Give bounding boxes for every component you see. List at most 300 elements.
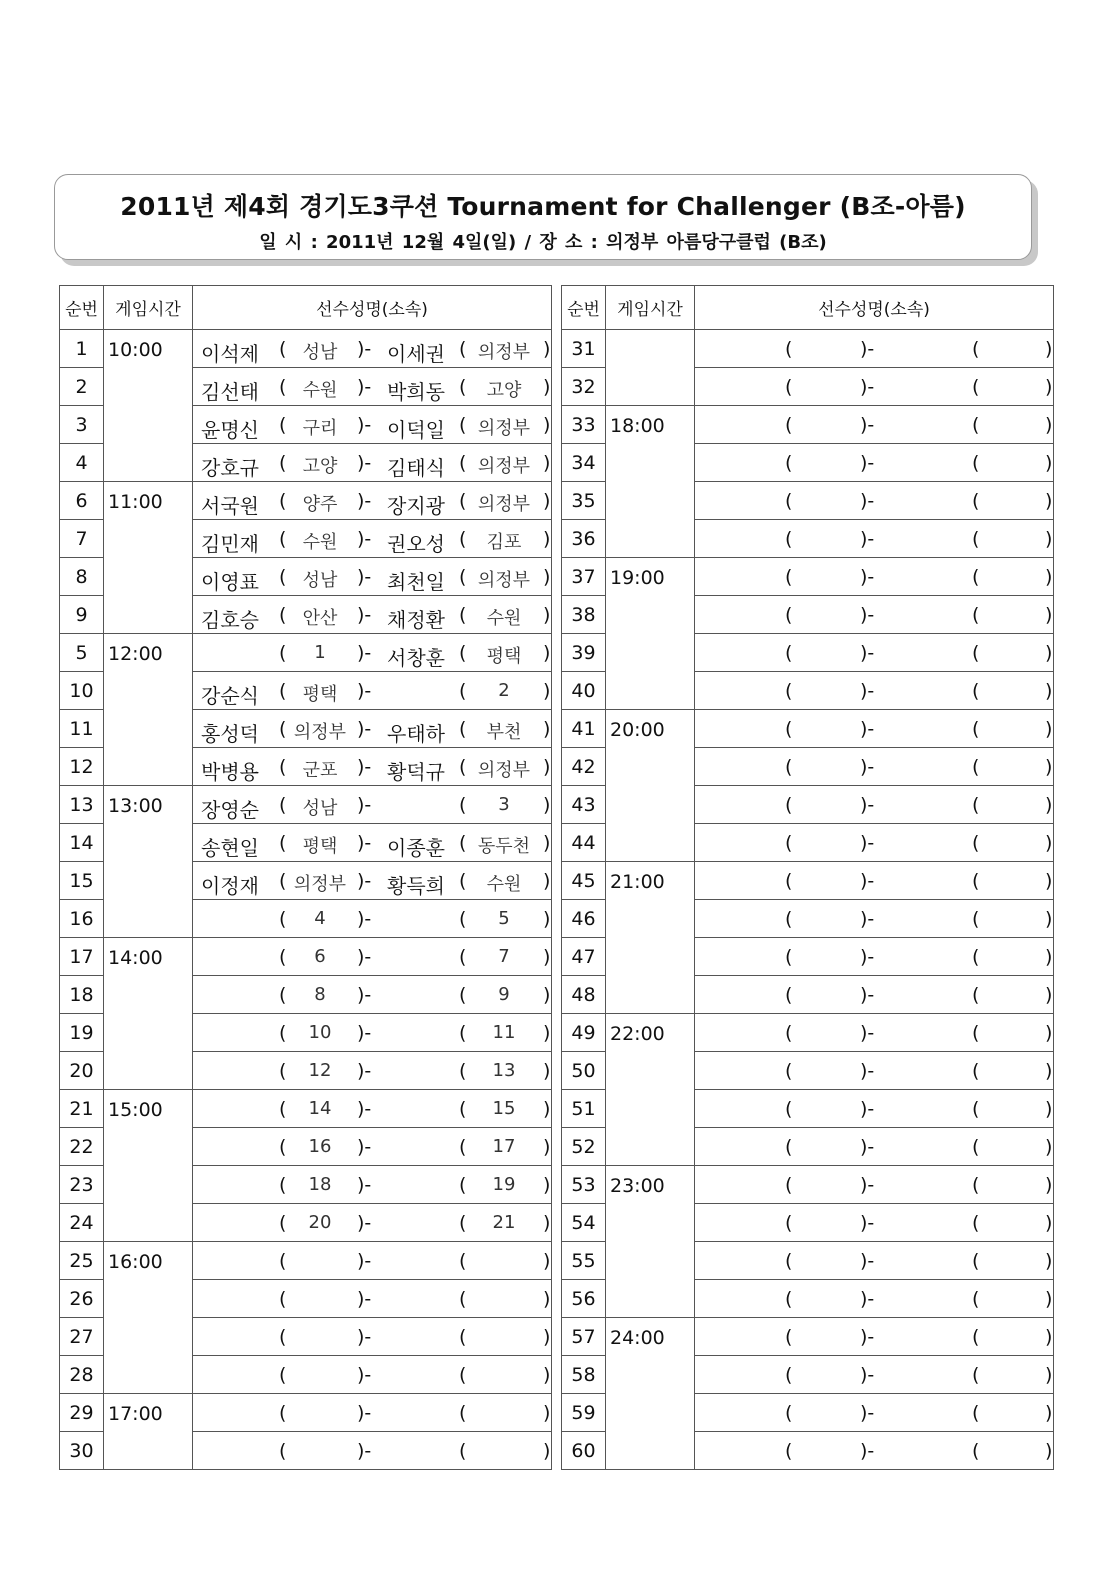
match-players-cell: [695, 330, 1054, 368]
match-players-cell: [695, 1280, 1054, 1318]
game-time: 19:00: [606, 558, 695, 710]
paren-open: (: [972, 1402, 980, 1424]
paren-close-dash: )-: [860, 908, 875, 930]
paren-close-dash: )-: [357, 1174, 372, 1196]
match-number: 13: [60, 786, 104, 824]
match-number: 55: [562, 1242, 606, 1280]
table-row: [60, 330, 552, 368]
match-number: 10: [60, 672, 104, 710]
match-number: 58: [562, 1356, 606, 1394]
match-players-cell: [193, 558, 552, 596]
paren-close: ): [1045, 1136, 1053, 1158]
match-players-cell: [695, 1356, 1054, 1394]
match-players-cell: [193, 368, 552, 406]
paren-open: (: [785, 1326, 793, 1348]
match-players-cell: [193, 1052, 552, 1090]
paren-close: ): [543, 490, 551, 512]
paren-open: (: [972, 1250, 980, 1272]
table-row: [562, 330, 1054, 368]
paren-close: ): [543, 756, 551, 778]
paren-open: (: [785, 528, 793, 550]
player-2-name: 서창훈: [387, 646, 445, 670]
paren-close: ): [543, 338, 551, 360]
match-number: 8: [60, 558, 104, 596]
paren-close-dash: )-: [357, 718, 372, 740]
paren-open: (: [785, 946, 793, 968]
paren-close-dash: )-: [357, 1364, 372, 1386]
match-players-cell: [695, 710, 1054, 748]
paren-close-dash: )-: [357, 1440, 372, 1462]
paren-open: (: [972, 1022, 980, 1044]
player-2-region: 김포: [486, 532, 522, 553]
paren-close: ): [1045, 870, 1053, 892]
schedule-table-left: [59, 285, 552, 1470]
player-2-name: 장지광: [387, 494, 445, 518]
match-number: 40: [562, 672, 606, 710]
paren-open: (: [279, 1060, 287, 1082]
player-1-region: 성남: [302, 798, 338, 819]
paren-close: ): [543, 604, 551, 626]
paren-close: ): [543, 1250, 551, 1272]
paren-close: ): [543, 1440, 551, 1462]
paren-close: ): [1045, 1098, 1053, 1120]
paren-open: (: [279, 1250, 287, 1272]
match-number: 41: [562, 710, 606, 748]
paren-open: (: [279, 452, 287, 474]
paren-close: ): [543, 718, 551, 740]
paren-open: (: [785, 642, 793, 664]
paren-open: (: [279, 832, 287, 854]
match-number: 57: [562, 1318, 606, 1356]
paren-open: (: [279, 1288, 287, 1310]
paren-close: ): [543, 984, 551, 1006]
match-players-cell: [193, 596, 552, 634]
match-players-cell: [695, 558, 1054, 596]
paren-close: ): [543, 414, 551, 436]
match-players-cell: [695, 596, 1054, 634]
game-time: [606, 330, 695, 406]
paren-open: (: [459, 680, 467, 702]
column-header-time: 게임시간: [104, 286, 193, 330]
paren-close: ): [543, 1364, 551, 1386]
paren-close-dash: )-: [357, 984, 372, 1006]
paren-open: (: [459, 1098, 467, 1120]
paren-open: (: [785, 414, 793, 436]
paren-close: ): [543, 832, 551, 854]
paren-open: (: [459, 1402, 467, 1424]
game-time: 24:00: [606, 1318, 695, 1470]
paren-close: ): [1045, 338, 1053, 360]
paren-open: (: [972, 1174, 980, 1196]
paren-open: (: [785, 984, 793, 1006]
paren-open: (: [459, 1326, 467, 1348]
paren-open: (: [279, 376, 287, 398]
table-row: [562, 710, 1054, 748]
table-row: [562, 406, 1054, 444]
paren-open: (: [279, 1326, 287, 1348]
player-2-name: 이종훈: [387, 836, 445, 860]
paren-open: (: [279, 908, 287, 930]
paren-close: ): [543, 642, 551, 664]
paren-open: (: [459, 908, 467, 930]
match-players-cell: [695, 444, 1054, 482]
paren-open: (: [785, 1022, 793, 1044]
paren-open: (: [459, 1364, 467, 1386]
player-2-name: 최천일: [387, 570, 445, 594]
player-1-name: 서국원: [201, 494, 259, 518]
paren-open: (: [972, 718, 980, 740]
paren-close-dash: )-: [860, 870, 875, 892]
match-number: 30: [60, 1432, 104, 1470]
paren-open: (: [279, 870, 287, 892]
player-1-region: 12: [308, 1060, 332, 1081]
paren-open: (: [972, 908, 980, 930]
player-2-region: 동두천: [477, 836, 531, 857]
match-players-cell: [695, 1242, 1054, 1280]
player-2-region: 11: [492, 1022, 516, 1043]
paren-close: ): [543, 794, 551, 816]
match-number: 3: [60, 406, 104, 444]
column-header-players: 선수성명(소속): [193, 286, 552, 330]
paren-close: ): [1045, 566, 1053, 588]
paren-close: ): [1045, 1402, 1053, 1424]
match-players-cell: [193, 1090, 552, 1128]
paren-close-dash: )-: [860, 1022, 875, 1044]
paren-open: (: [972, 376, 980, 398]
player-2-name: 황득희: [387, 874, 445, 898]
match-players-cell: [695, 1128, 1054, 1166]
player-1-name: 김선태: [201, 380, 259, 404]
player-2-region: 평택: [486, 646, 522, 667]
paren-close: ): [1045, 984, 1053, 1006]
player-1-name: 이석제: [201, 342, 259, 366]
paren-close-dash: )-: [357, 908, 372, 930]
paren-open: (: [279, 1174, 287, 1196]
paren-close: ): [1045, 452, 1053, 474]
paren-open: (: [785, 452, 793, 474]
paren-close: ): [543, 1174, 551, 1196]
column-header-no: 순번: [562, 286, 606, 330]
paren-open: (: [972, 1212, 980, 1234]
match-number: 24: [60, 1204, 104, 1242]
paren-open: (: [459, 1212, 467, 1234]
paren-close-dash: )-: [357, 756, 372, 778]
match-number: 49: [562, 1014, 606, 1052]
player-1-region: 4: [314, 908, 326, 929]
paren-close: ): [1045, 1212, 1053, 1234]
game-time: 18:00: [606, 406, 695, 558]
paren-close-dash: )-: [357, 1022, 372, 1044]
match-number: 38: [562, 596, 606, 634]
player-2-name: 이세권: [387, 342, 445, 366]
match-players-cell: [193, 862, 552, 900]
paren-close: ): [543, 566, 551, 588]
player-1-name: 김민재: [201, 532, 259, 556]
paren-close: ): [1045, 490, 1053, 512]
match-number: 20: [60, 1052, 104, 1090]
paren-close: ): [543, 1136, 551, 1158]
table-row: [60, 938, 552, 976]
paren-open: (: [459, 1440, 467, 1462]
paren-open: (: [972, 832, 980, 854]
paren-open: (: [785, 794, 793, 816]
paren-open: (: [972, 1060, 980, 1082]
paren-close-dash: )-: [860, 680, 875, 702]
player-1-region: 1: [314, 642, 326, 663]
player-1-name: 김호승: [201, 608, 259, 632]
match-number: 15: [60, 862, 104, 900]
paren-close-dash: )-: [357, 338, 372, 360]
match-players-cell: [695, 786, 1054, 824]
match-number: 22: [60, 1128, 104, 1166]
match-number: 39: [562, 634, 606, 672]
match-players-cell: [695, 406, 1054, 444]
match-players-cell: [193, 1318, 552, 1356]
paren-close: ): [1045, 1364, 1053, 1386]
match-players-cell: [695, 976, 1054, 1014]
paren-open: (: [279, 642, 287, 664]
paren-close: ): [1045, 642, 1053, 664]
table-row: [562, 1014, 1054, 1052]
paren-close-dash: )-: [860, 452, 875, 474]
paren-open: (: [785, 1364, 793, 1386]
match-players-cell: [193, 1432, 552, 1470]
game-time: 14:00: [104, 938, 193, 1090]
match-players-cell: [695, 862, 1054, 900]
paren-open: (: [459, 642, 467, 664]
match-players-cell: [193, 1356, 552, 1394]
player-2-region: 의정부: [477, 494, 531, 515]
paren-open: (: [459, 414, 467, 436]
player-2-region: 15: [492, 1098, 516, 1119]
match-players-cell: [193, 1394, 552, 1432]
paren-open: (: [785, 1136, 793, 1158]
title-box: [54, 174, 1032, 260]
paren-open: (: [785, 908, 793, 930]
game-time: 12:00: [104, 634, 193, 786]
paren-open: (: [459, 1288, 467, 1310]
player-1-name: 윤명신: [201, 418, 259, 442]
paren-close: ): [1045, 1326, 1053, 1348]
paren-close-dash: )-: [357, 642, 372, 664]
paren-close: ): [1045, 832, 1053, 854]
match-players-cell: [695, 482, 1054, 520]
match-number: 53: [562, 1166, 606, 1204]
paren-open: (: [459, 604, 467, 626]
player-2-region: 의정부: [477, 456, 531, 477]
paren-close: ): [543, 870, 551, 892]
paren-close-dash: )-: [357, 1098, 372, 1120]
player-1-region: 성남: [302, 342, 338, 363]
match-players-cell: [193, 786, 552, 824]
paren-close-dash: )-: [860, 794, 875, 816]
paren-open: (: [459, 1060, 467, 1082]
player-2-region: 의정부: [477, 760, 531, 781]
paren-open: (: [459, 338, 467, 360]
match-number: 26: [60, 1280, 104, 1318]
match-number: 12: [60, 748, 104, 786]
paren-close-dash: )-: [357, 870, 372, 892]
match-number: 34: [562, 444, 606, 482]
match-players-cell: [193, 748, 552, 786]
paren-close-dash: )-: [357, 832, 372, 854]
player-2-name: 우태하: [387, 722, 445, 746]
paren-open: (: [972, 1440, 980, 1462]
paren-open: (: [972, 946, 980, 968]
paren-open: (: [459, 718, 467, 740]
player-2-name: 박희동: [387, 380, 445, 404]
table-row: [60, 482, 552, 520]
paren-open: (: [459, 870, 467, 892]
paren-close-dash: )-: [357, 680, 372, 702]
player-1-region: 의정부: [293, 874, 347, 895]
paren-close-dash: )-: [860, 528, 875, 550]
player-1-region: 안산: [302, 608, 338, 629]
paren-close-dash: )-: [357, 1402, 372, 1424]
paren-close-dash: )-: [860, 490, 875, 512]
match-players-cell: [193, 710, 552, 748]
paren-close-dash: )-: [860, 1212, 875, 1234]
game-time: 17:00: [104, 1394, 193, 1470]
paren-close-dash: )-: [357, 452, 372, 474]
paren-open: (: [279, 794, 287, 816]
column-header-no: 순번: [60, 286, 104, 330]
match-number: 48: [562, 976, 606, 1014]
player-1-region: 6: [314, 946, 326, 967]
paren-open: (: [785, 1250, 793, 1272]
paren-close-dash: )-: [357, 946, 372, 968]
player-1-region: 수원: [302, 380, 338, 401]
player-2-name: 이덕일: [387, 418, 445, 442]
paren-close-dash: )-: [860, 1060, 875, 1082]
paren-open: (: [459, 528, 467, 550]
paren-open: (: [972, 1364, 980, 1386]
player-2-region: 13: [492, 1060, 516, 1081]
player-2-region: 17: [492, 1136, 516, 1157]
paren-open: (: [279, 490, 287, 512]
player-1-name: 송현일: [201, 836, 259, 860]
paren-open: (: [785, 604, 793, 626]
table-row: [60, 1394, 552, 1432]
paren-open: (: [972, 870, 980, 892]
paren-open: (: [459, 756, 467, 778]
paren-open: (: [972, 338, 980, 360]
paren-close-dash: )-: [357, 490, 372, 512]
player-1-region: 8: [314, 984, 326, 1005]
paren-close: ): [1045, 756, 1053, 778]
match-players-cell: [193, 1166, 552, 1204]
paren-close-dash: )-: [357, 1288, 372, 1310]
paren-open: (: [785, 376, 793, 398]
paren-open: (: [459, 1022, 467, 1044]
player-2-region: 5: [498, 908, 510, 929]
paren-close-dash: )-: [357, 376, 372, 398]
paren-open: (: [459, 376, 467, 398]
player-1-region: 20: [308, 1212, 332, 1233]
match-number: 28: [60, 1356, 104, 1394]
paren-close: ): [1045, 376, 1053, 398]
match-players-cell: [193, 672, 552, 710]
paren-open: (: [279, 1402, 287, 1424]
paren-open: (: [279, 414, 287, 436]
table-row: [562, 1166, 1054, 1204]
paren-open: (: [279, 1098, 287, 1120]
match-players-cell: [695, 1166, 1054, 1204]
player-1-region: 의정부: [293, 722, 347, 743]
match-number: 52: [562, 1128, 606, 1166]
match-number: 42: [562, 748, 606, 786]
paren-close: ): [543, 908, 551, 930]
paren-close: ): [543, 1022, 551, 1044]
paren-open: (: [279, 1022, 287, 1044]
match-number: 45: [562, 862, 606, 900]
paren-close-dash: )-: [357, 1060, 372, 1082]
match-number: 23: [60, 1166, 104, 1204]
paren-close: ): [1045, 908, 1053, 930]
player-2-region: 9: [498, 984, 510, 1005]
match-number: 54: [562, 1204, 606, 1242]
match-players-cell: [695, 672, 1054, 710]
match-number: 5: [60, 634, 104, 672]
paren-close-dash: )-: [357, 1136, 372, 1158]
paren-close: ): [1045, 1022, 1053, 1044]
player-1-name: 홍성덕: [201, 722, 259, 746]
paren-close: ): [1045, 794, 1053, 816]
paren-open: (: [785, 718, 793, 740]
match-players-cell: [193, 482, 552, 520]
paren-open: (: [785, 1288, 793, 1310]
paren-open: (: [785, 1212, 793, 1234]
paren-open: (: [785, 1098, 793, 1120]
player-2-name: 채정환: [387, 608, 445, 632]
paren-close-dash: )-: [357, 528, 372, 550]
game-time: 16:00: [104, 1242, 193, 1394]
paren-open: (: [972, 414, 980, 436]
match-number: 17: [60, 938, 104, 976]
match-players-cell: [193, 824, 552, 862]
match-number: 37: [562, 558, 606, 596]
match-players-cell: [193, 900, 552, 938]
game-time: 11:00: [104, 482, 193, 634]
paren-close: ): [543, 528, 551, 550]
paren-open: (: [785, 680, 793, 702]
table-row: [562, 1318, 1054, 1356]
player-2-region: 7: [498, 946, 510, 967]
player-2-region: 19: [492, 1174, 516, 1195]
paren-close-dash: )-: [357, 794, 372, 816]
match-number: 35: [562, 482, 606, 520]
paren-open: (: [972, 452, 980, 474]
player-2-region: 부천: [486, 722, 522, 743]
paren-close-dash: )-: [357, 1250, 372, 1272]
game-time: 23:00: [606, 1166, 695, 1318]
paren-open: (: [459, 1174, 467, 1196]
match-players-cell: [193, 520, 552, 558]
table-row: [60, 1090, 552, 1128]
match-players-cell: [695, 900, 1054, 938]
match-players-cell: [193, 938, 552, 976]
match-number: 27: [60, 1318, 104, 1356]
paren-close: ): [543, 1326, 551, 1348]
game-time: 20:00: [606, 710, 695, 862]
player-1-region: 고양: [302, 456, 338, 477]
player-2-region: 수원: [486, 608, 522, 629]
player-2-name: 김태식: [387, 456, 445, 480]
paren-open: (: [785, 338, 793, 360]
player-1-region: 평택: [302, 684, 338, 705]
paren-close-dash: )-: [357, 604, 372, 626]
match-players-cell: [695, 1090, 1054, 1128]
